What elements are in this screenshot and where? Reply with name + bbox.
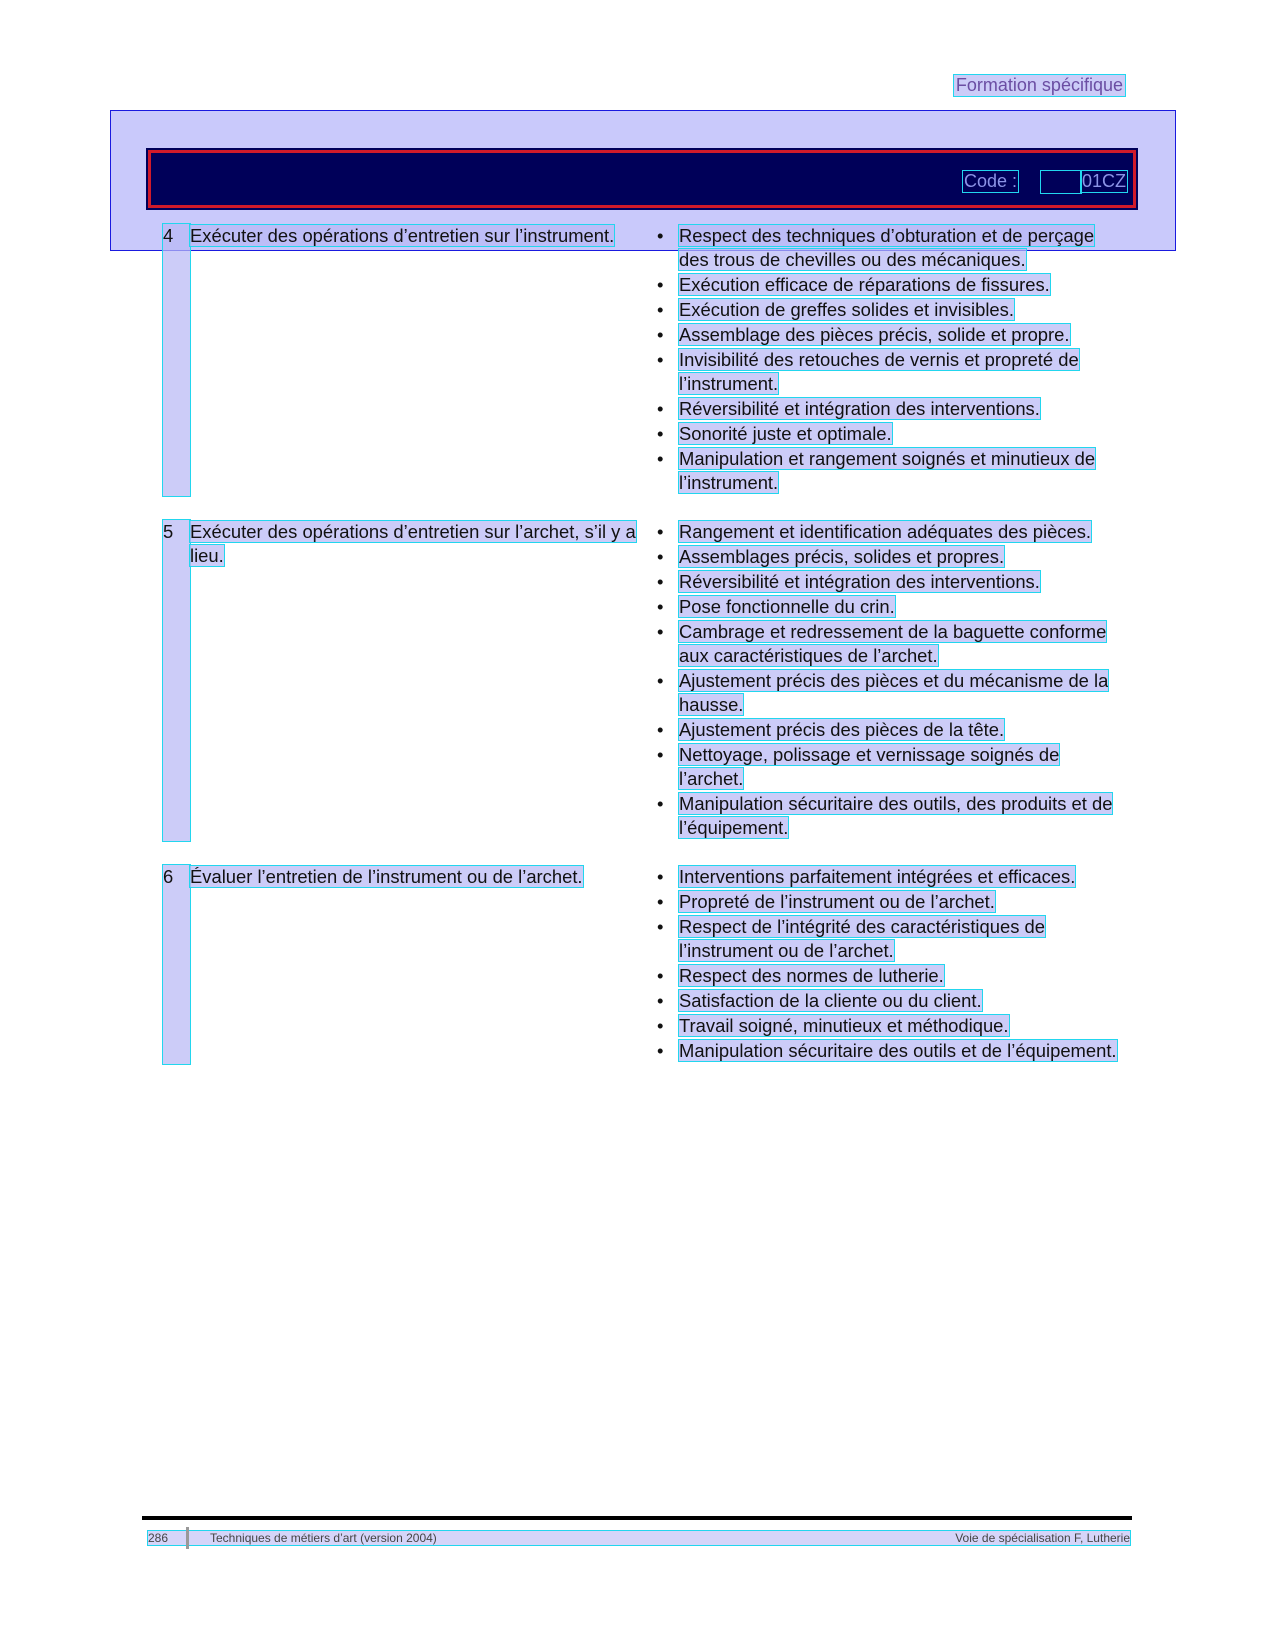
list-item: • Rangement et identification adéquates des pièces. <box>655 520 1123 544</box>
competency-code-band <box>148 150 1136 208</box>
list-item: • Manipulation sécuritaire des outils, des produits et de l’équipement. <box>655 792 1123 840</box>
list-item: • Respect des techniques d’obturation et de perçage des trous de chevilles ou des mécaniques. <box>655 224 1123 272</box>
list-item: • Manipulation sécuritaire des outils et de l’équipement. <box>655 1039 1123 1063</box>
footer-doc-title: Techniques de métiers d’art (version 2004) <box>210 1531 437 1545</box>
step-text: Exécuter des opérations d’entretien sur l’archet, s’il y a lieu. <box>190 521 636 566</box>
code-value: 01CZ <box>1081 171 1126 191</box>
list-item: • Cambrage et redressement de la baguette conforme aux caractéristiques de l’archet. <box>655 620 1123 668</box>
step-description <box>190 224 655 496</box>
list-item: • Respect de l’intégrité des caractéristiques de l’instrument ou de l’archet. <box>655 915 1123 963</box>
list-item: • Sonorité juste et optimale. <box>655 422 1123 446</box>
list-item: • Travail soigné, minutieux et méthodique. <box>655 1014 1123 1038</box>
footer-separator <box>186 1527 189 1549</box>
step-text: Évaluer l’entretien de l’instrument ou de l’archet. <box>190 866 583 887</box>
row-spacer <box>163 496 1123 520</box>
criteria-table <box>163 224 1123 1064</box>
code-label: Code : <box>963 171 1017 191</box>
list-item: • Satisfaction de la cliente ou du client. <box>655 989 1123 1013</box>
list-item: • Respect des normes de lutherie. <box>655 964 1123 988</box>
list-item: • Réversibilité et intégration des interventions. <box>655 397 1123 421</box>
list-item: • Invisibilité des retouches de vernis et propreté de l’instrument. <box>655 348 1123 396</box>
step-cell <box>163 520 655 841</box>
step-cell <box>163 865 655 1064</box>
list-item: • Exécution efficace de réparations de fissures. <box>655 273 1123 297</box>
list-item: • Assemblages précis, solides et propres. <box>655 545 1123 569</box>
running-header: Formation spécifique <box>955 75 1123 95</box>
step-number: 5 <box>163 520 190 841</box>
list-item: • Interventions parfaitement intégrées et efficaces. <box>655 865 1123 889</box>
criteria-list <box>655 520 1123 841</box>
list-item: • Manipulation et rangement soignés et minutieux de l’instrument. <box>655 447 1123 495</box>
criteria-list <box>655 224 1123 496</box>
step-description <box>190 520 655 841</box>
step-description <box>190 865 655 1064</box>
list-item: • Ajustement précis des pièces et du mécanisme de la hausse. <box>655 669 1123 717</box>
table-row <box>163 865 1123 1064</box>
table-row <box>163 224 1123 496</box>
list-item: • Exécution de greffes solides et invisibles. <box>655 298 1123 322</box>
page-number: 286 <box>148 1531 169 1545</box>
step-cell <box>163 224 655 496</box>
footer-section: Voie de spécialisation F, Lutherie <box>955 1531 1130 1545</box>
list-item: • Ajustement précis des pièces de la tête. <box>655 718 1123 742</box>
criteria-list <box>655 865 1123 1064</box>
code-spacer <box>1041 171 1081 193</box>
list-item: • Nettoyage, polissage et vernissage soignés de l’archet. <box>655 743 1123 791</box>
table-row <box>163 520 1123 841</box>
step-number: 4 <box>163 224 190 496</box>
list-item: • Réversibilité et intégration des interventions. <box>655 570 1123 594</box>
row-spacer <box>163 841 1123 865</box>
page-footer <box>148 1531 1130 1545</box>
step-number: 6 <box>163 865 190 1064</box>
list-item: • Pose fonctionnelle du crin. <box>655 595 1123 619</box>
list-item: • Assemblage des pièces précis, solide et propre. <box>655 323 1123 347</box>
list-item: • Propreté de l’instrument ou de l’archet. <box>655 890 1123 914</box>
footer-rule <box>142 1516 1132 1520</box>
step-text: Exécuter des opérations d’entretien sur l’instrument. <box>190 225 615 246</box>
